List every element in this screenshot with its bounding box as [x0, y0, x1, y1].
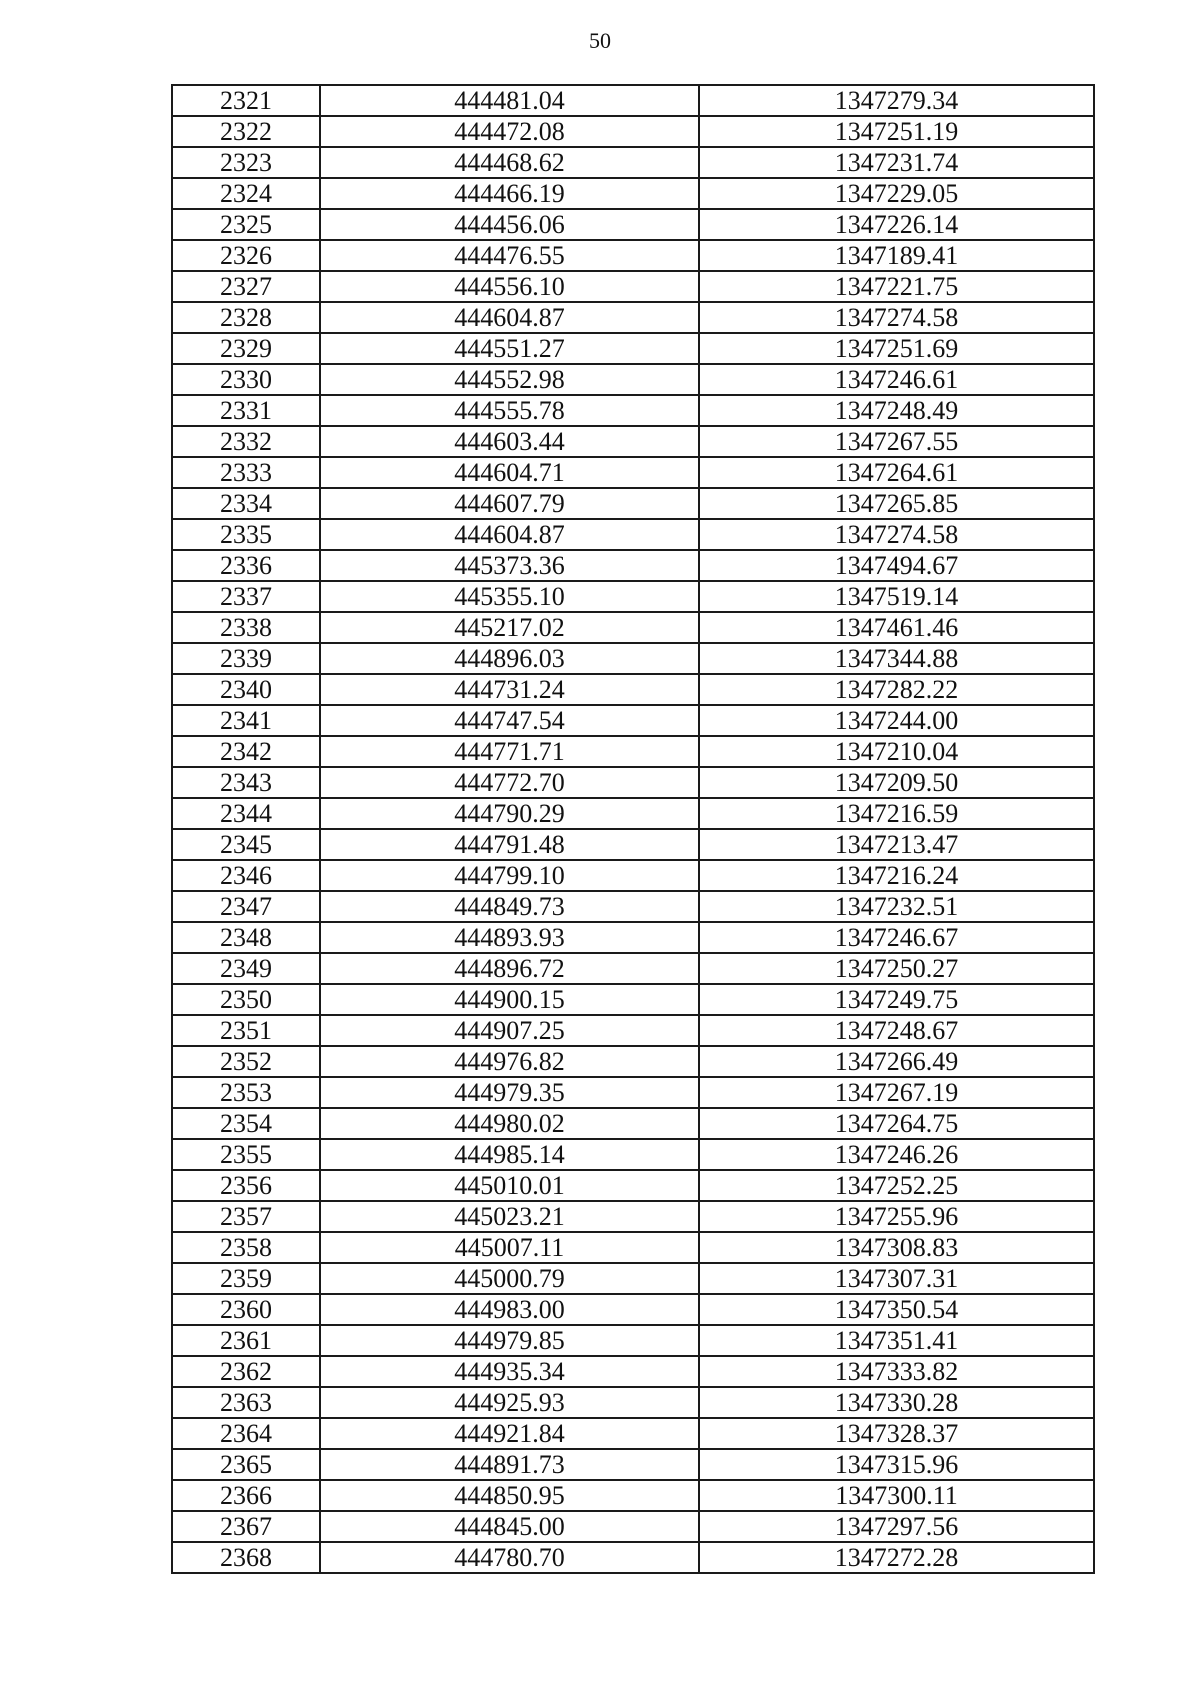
y-coordinate-cell: 1347250.27 — [699, 953, 1094, 984]
table-row — [172, 953, 1094, 984]
table-row — [172, 178, 1094, 209]
point-number-cell: 2355 — [172, 1139, 320, 1170]
x-coordinate-cell: 444925.93 — [320, 1387, 699, 1418]
point-number-cell: 2336 — [172, 550, 320, 581]
y-coordinate-cell: 1347519.14 — [699, 581, 1094, 612]
x-coordinate-cell: 445007.11 — [320, 1232, 699, 1263]
table-row — [172, 1356, 1094, 1387]
point-number-cell: 2328 — [172, 302, 320, 333]
x-coordinate-cell: 444790.29 — [320, 798, 699, 829]
table-row — [172, 271, 1094, 302]
y-coordinate-cell: 1347282.22 — [699, 674, 1094, 705]
table-row — [172, 147, 1094, 178]
point-number-cell: 2351 — [172, 1015, 320, 1046]
point-number-cell: 2342 — [172, 736, 320, 767]
y-coordinate-cell: 1347246.67 — [699, 922, 1094, 953]
table-row — [172, 1170, 1094, 1201]
table-row — [172, 1139, 1094, 1170]
point-number-cell: 2327 — [172, 271, 320, 302]
y-coordinate-cell: 1347307.31 — [699, 1263, 1094, 1294]
y-coordinate-cell: 1347252.25 — [699, 1170, 1094, 1201]
table-row — [172, 674, 1094, 705]
table-row — [172, 767, 1094, 798]
y-coordinate-cell: 1347248.49 — [699, 395, 1094, 426]
table-row — [172, 85, 1094, 116]
y-coordinate-cell: 1347350.54 — [699, 1294, 1094, 1325]
x-coordinate-cell: 444604.87 — [320, 519, 699, 550]
point-number-cell: 2362 — [172, 1356, 320, 1387]
point-number-cell: 2329 — [172, 333, 320, 364]
y-coordinate-cell: 1347251.19 — [699, 116, 1094, 147]
x-coordinate-cell: 444555.78 — [320, 395, 699, 426]
point-number-cell: 2331 — [172, 395, 320, 426]
y-coordinate-cell: 1347249.75 — [699, 984, 1094, 1015]
x-coordinate-cell: 445010.01 — [320, 1170, 699, 1201]
x-coordinate-cell: 444772.70 — [320, 767, 699, 798]
point-number-cell: 2324 — [172, 178, 320, 209]
point-number-cell: 2333 — [172, 457, 320, 488]
x-coordinate-cell: 444979.35 — [320, 1077, 699, 1108]
coordinates-table-body — [172, 85, 1094, 1573]
table-row — [172, 1015, 1094, 1046]
y-coordinate-cell: 1347255.96 — [699, 1201, 1094, 1232]
table-row — [172, 116, 1094, 147]
y-coordinate-cell: 1347351.41 — [699, 1325, 1094, 1356]
table-row — [172, 860, 1094, 891]
x-coordinate-cell: 444468.62 — [320, 147, 699, 178]
page-number: 50 — [589, 28, 611, 53]
table-row — [172, 1542, 1094, 1573]
y-coordinate-cell: 1347246.26 — [699, 1139, 1094, 1170]
point-number-cell: 2341 — [172, 705, 320, 736]
y-coordinate-cell: 1347315.96 — [699, 1449, 1094, 1480]
table-row — [172, 1387, 1094, 1418]
x-coordinate-cell: 445023.21 — [320, 1201, 699, 1232]
x-coordinate-cell: 444731.24 — [320, 674, 699, 705]
x-coordinate-cell: 444607.79 — [320, 488, 699, 519]
table-row — [172, 705, 1094, 736]
x-coordinate-cell: 444891.73 — [320, 1449, 699, 1480]
table-row — [172, 1108, 1094, 1139]
y-coordinate-cell: 1347232.51 — [699, 891, 1094, 922]
x-coordinate-cell: 445373.36 — [320, 550, 699, 581]
x-coordinate-cell: 444849.73 — [320, 891, 699, 922]
x-coordinate-cell: 444747.54 — [320, 705, 699, 736]
y-coordinate-cell: 1347267.55 — [699, 426, 1094, 457]
y-coordinate-cell: 1347221.75 — [699, 271, 1094, 302]
table-row — [172, 984, 1094, 1015]
x-coordinate-cell: 445217.02 — [320, 612, 699, 643]
coordinates-table — [171, 84, 1095, 1574]
x-coordinate-cell: 444556.10 — [320, 271, 699, 302]
y-coordinate-cell: 1347297.56 — [699, 1511, 1094, 1542]
table-row — [172, 488, 1094, 519]
table-row — [172, 395, 1094, 426]
table-row — [172, 612, 1094, 643]
x-coordinate-cell: 444850.95 — [320, 1480, 699, 1511]
x-coordinate-cell: 444472.08 — [320, 116, 699, 147]
y-coordinate-cell: 1347264.75 — [699, 1108, 1094, 1139]
y-coordinate-cell: 1347494.67 — [699, 550, 1094, 581]
table-row — [172, 1511, 1094, 1542]
x-coordinate-cell: 444780.70 — [320, 1542, 699, 1573]
y-coordinate-cell: 1347308.83 — [699, 1232, 1094, 1263]
y-coordinate-cell: 1347272.28 — [699, 1542, 1094, 1573]
table-row — [172, 736, 1094, 767]
table-row — [172, 643, 1094, 674]
x-coordinate-cell: 444552.98 — [320, 364, 699, 395]
point-number-cell: 2358 — [172, 1232, 320, 1263]
x-coordinate-cell: 444481.04 — [320, 85, 699, 116]
x-coordinate-cell: 444603.44 — [320, 426, 699, 457]
point-number-cell: 2360 — [172, 1294, 320, 1325]
x-coordinate-cell: 444771.71 — [320, 736, 699, 767]
table-row — [172, 426, 1094, 457]
table-row — [172, 302, 1094, 333]
point-number-cell: 2350 — [172, 984, 320, 1015]
x-coordinate-cell: 444980.02 — [320, 1108, 699, 1139]
table-row — [172, 1480, 1094, 1511]
x-coordinate-cell: 444791.48 — [320, 829, 699, 860]
point-number-cell: 2368 — [172, 1542, 320, 1573]
x-coordinate-cell: 444845.00 — [320, 1511, 699, 1542]
point-number-cell: 2325 — [172, 209, 320, 240]
table-row — [172, 1263, 1094, 1294]
x-coordinate-cell: 444979.85 — [320, 1325, 699, 1356]
point-number-cell: 2326 — [172, 240, 320, 271]
x-coordinate-cell: 444976.82 — [320, 1046, 699, 1077]
point-number-cell: 2340 — [172, 674, 320, 705]
point-number-cell: 2338 — [172, 612, 320, 643]
point-number-cell: 2363 — [172, 1387, 320, 1418]
x-coordinate-cell: 444799.10 — [320, 860, 699, 891]
y-coordinate-cell: 1347264.61 — [699, 457, 1094, 488]
point-number-cell: 2365 — [172, 1449, 320, 1480]
point-number-cell: 2343 — [172, 767, 320, 798]
point-number-cell: 2345 — [172, 829, 320, 860]
table-row — [172, 333, 1094, 364]
table-row — [172, 1046, 1094, 1077]
point-number-cell: 2323 — [172, 147, 320, 178]
table-row — [172, 457, 1094, 488]
table-row — [172, 798, 1094, 829]
y-coordinate-cell: 1347244.00 — [699, 705, 1094, 736]
y-coordinate-cell: 1347328.37 — [699, 1418, 1094, 1449]
y-coordinate-cell: 1347226.14 — [699, 209, 1094, 240]
table-row — [172, 519, 1094, 550]
table-row — [172, 209, 1094, 240]
point-number-cell: 2346 — [172, 860, 320, 891]
point-number-cell: 2367 — [172, 1511, 320, 1542]
y-coordinate-cell: 1347246.61 — [699, 364, 1094, 395]
point-number-cell: 2353 — [172, 1077, 320, 1108]
x-coordinate-cell: 444921.84 — [320, 1418, 699, 1449]
table-row — [172, 550, 1094, 581]
table-row — [172, 1077, 1094, 1108]
point-number-cell: 2361 — [172, 1325, 320, 1356]
x-coordinate-cell: 445000.79 — [320, 1263, 699, 1294]
y-coordinate-cell: 1347266.49 — [699, 1046, 1094, 1077]
y-coordinate-cell: 1347300.11 — [699, 1480, 1094, 1511]
y-coordinate-cell: 1347248.67 — [699, 1015, 1094, 1046]
table-row — [172, 1201, 1094, 1232]
x-coordinate-cell: 444604.87 — [320, 302, 699, 333]
table-row — [172, 1418, 1094, 1449]
y-coordinate-cell: 1347267.19 — [699, 1077, 1094, 1108]
x-coordinate-cell: 444456.06 — [320, 209, 699, 240]
point-number-cell: 2330 — [172, 364, 320, 395]
y-coordinate-cell: 1347344.88 — [699, 643, 1094, 674]
x-coordinate-cell: 444900.15 — [320, 984, 699, 1015]
table-row — [172, 1449, 1094, 1480]
point-number-cell: 2321 — [172, 85, 320, 116]
point-number-cell: 2348 — [172, 922, 320, 953]
point-number-cell: 2332 — [172, 426, 320, 457]
y-coordinate-cell: 1347216.59 — [699, 798, 1094, 829]
y-coordinate-cell: 1347265.85 — [699, 488, 1094, 519]
x-coordinate-cell: 444476.55 — [320, 240, 699, 271]
x-coordinate-cell: 444551.27 — [320, 333, 699, 364]
y-coordinate-cell: 1347461.46 — [699, 612, 1094, 643]
y-coordinate-cell: 1347210.04 — [699, 736, 1094, 767]
x-coordinate-cell: 444985.14 — [320, 1139, 699, 1170]
y-coordinate-cell: 1347279.34 — [699, 85, 1094, 116]
point-number-cell: 2344 — [172, 798, 320, 829]
table-row — [172, 1232, 1094, 1263]
table-row — [172, 829, 1094, 860]
point-number-cell: 2334 — [172, 488, 320, 519]
table-row — [172, 581, 1094, 612]
x-coordinate-cell: 444896.03 — [320, 643, 699, 674]
y-coordinate-cell: 1347213.47 — [699, 829, 1094, 860]
table-row — [172, 891, 1094, 922]
point-number-cell: 2337 — [172, 581, 320, 612]
y-coordinate-cell: 1347209.50 — [699, 767, 1094, 798]
x-coordinate-cell: 444466.19 — [320, 178, 699, 209]
table-row — [172, 364, 1094, 395]
point-number-cell: 2356 — [172, 1170, 320, 1201]
point-number-cell: 2357 — [172, 1201, 320, 1232]
y-coordinate-cell: 1347251.69 — [699, 333, 1094, 364]
point-number-cell: 2349 — [172, 953, 320, 984]
point-number-cell: 2322 — [172, 116, 320, 147]
table-row — [172, 922, 1094, 953]
point-number-cell: 2359 — [172, 1263, 320, 1294]
x-coordinate-cell: 444935.34 — [320, 1356, 699, 1387]
point-number-cell: 2339 — [172, 643, 320, 674]
y-coordinate-cell: 1347274.58 — [699, 519, 1094, 550]
x-coordinate-cell: 445355.10 — [320, 581, 699, 612]
y-coordinate-cell: 1347330.28 — [699, 1387, 1094, 1418]
x-coordinate-cell: 444907.25 — [320, 1015, 699, 1046]
y-coordinate-cell: 1347274.58 — [699, 302, 1094, 333]
point-number-cell: 2335 — [172, 519, 320, 550]
y-coordinate-cell: 1347333.82 — [699, 1356, 1094, 1387]
x-coordinate-cell: 444893.93 — [320, 922, 699, 953]
table-row — [172, 240, 1094, 271]
point-number-cell: 2352 — [172, 1046, 320, 1077]
table-row — [172, 1294, 1094, 1325]
point-number-cell: 2347 — [172, 891, 320, 922]
point-number-cell: 2354 — [172, 1108, 320, 1139]
y-coordinate-cell: 1347231.74 — [699, 147, 1094, 178]
x-coordinate-cell: 444983.00 — [320, 1294, 699, 1325]
point-number-cell: 2366 — [172, 1480, 320, 1511]
y-coordinate-cell: 1347216.24 — [699, 860, 1094, 891]
table-row — [172, 1325, 1094, 1356]
x-coordinate-cell: 444896.72 — [320, 953, 699, 984]
y-coordinate-cell: 1347189.41 — [699, 240, 1094, 271]
y-coordinate-cell: 1347229.05 — [699, 178, 1094, 209]
point-number-cell: 2364 — [172, 1418, 320, 1449]
x-coordinate-cell: 444604.71 — [320, 457, 699, 488]
